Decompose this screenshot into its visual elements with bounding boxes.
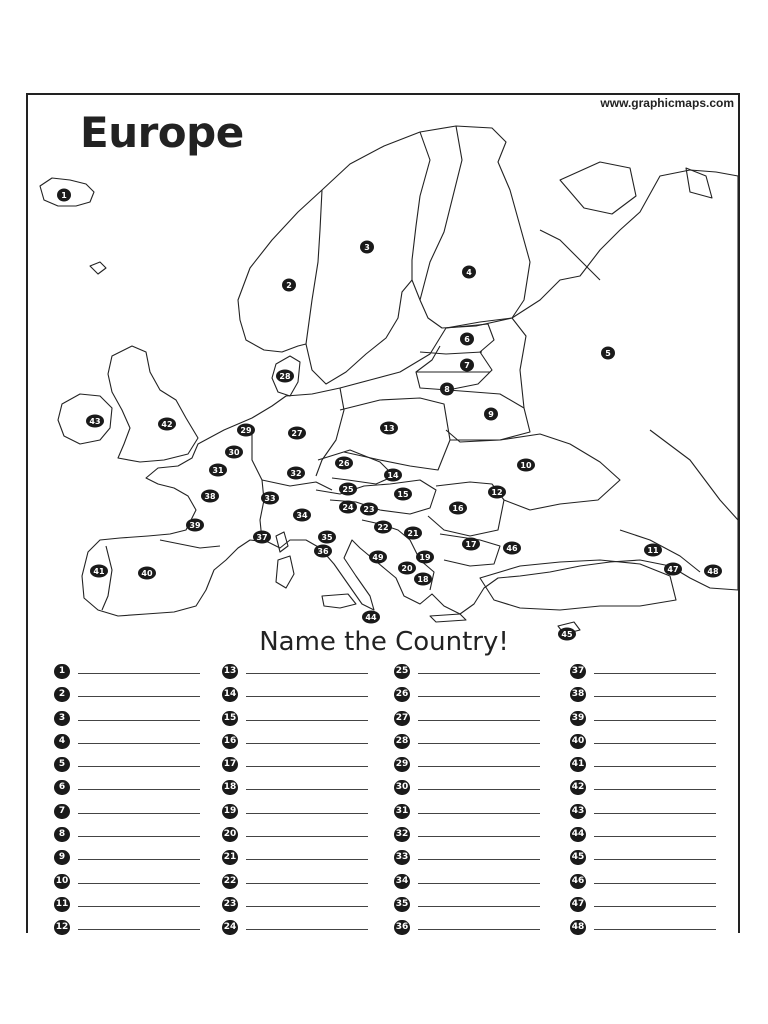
answer-number-badge: 6	[54, 780, 70, 795]
map-marker-label: 43	[89, 417, 101, 426]
answer-number-badge: 28	[394, 734, 410, 749]
answer-line[interactable]	[246, 836, 368, 837]
map-marker-27	[288, 427, 306, 440]
map-marker-label: 45	[561, 630, 573, 639]
website-credit: www.graphicmaps.com	[600, 96, 734, 110]
answer-row-27	[380, 711, 550, 734]
map-marker-label: 8	[444, 385, 450, 394]
answer-line[interactable]	[594, 906, 716, 907]
answer-row-30	[380, 780, 550, 803]
answer-row-45	[556, 850, 726, 873]
answer-row-25	[380, 664, 550, 687]
corsica-outline	[276, 532, 288, 552]
answer-number-badge: 17	[222, 757, 238, 772]
map-marker-label: 21	[407, 529, 419, 538]
map-marker-1	[57, 189, 71, 202]
answer-number-badge: 36	[394, 920, 410, 935]
answer-row-17	[208, 757, 378, 780]
map-marker-30	[225, 446, 243, 459]
map-marker-label: 34	[296, 511, 308, 520]
map-marker-label: 32	[290, 469, 302, 478]
answer-number-badge: 41	[570, 757, 586, 772]
map-marker-label: 38	[204, 492, 216, 501]
ireland-outline	[58, 394, 112, 444]
answer-row-26	[380, 687, 550, 710]
map-marker-10	[517, 459, 535, 472]
answer-line[interactable]	[594, 696, 716, 697]
answer-row-7	[40, 804, 210, 827]
answer-number-badge: 42	[570, 780, 586, 795]
answer-row-6	[40, 780, 210, 803]
answer-row-11	[40, 897, 210, 920]
answer-row-5	[40, 757, 210, 780]
answer-number-badge: 1	[54, 664, 70, 679]
answer-row-18	[208, 780, 378, 803]
page-title: Europe	[80, 108, 244, 157]
answer-number-badge: 27	[394, 711, 410, 726]
faroe-outline	[90, 262, 106, 274]
map-marker-20	[398, 562, 416, 575]
answer-number-badge: 44	[570, 827, 586, 842]
answer-line[interactable]	[78, 929, 200, 930]
answer-number-badge: 16	[222, 734, 238, 749]
sardinia-outline	[276, 556, 294, 588]
answer-row-2	[40, 687, 210, 710]
map-marker-21	[404, 527, 422, 540]
answer-line[interactable]	[246, 696, 368, 697]
answer-number-badge: 3	[54, 711, 70, 726]
map-marker-label: 36	[317, 547, 329, 556]
map-marker-40	[138, 567, 156, 580]
map-marker-label: 27	[291, 429, 303, 438]
answer-row-19	[208, 804, 378, 827]
map-marker-22	[374, 521, 392, 534]
map-marker-label: 35	[321, 533, 333, 542]
map-marker-31	[209, 464, 227, 477]
answer-number-badge: 9	[54, 850, 70, 865]
answer-row-24	[208, 920, 378, 943]
answer-line[interactable]	[418, 673, 540, 674]
map-marker-33	[261, 492, 279, 505]
answer-line[interactable]	[78, 813, 200, 814]
answer-number-badge: 33	[394, 850, 410, 865]
map-marker-label: 23	[363, 505, 375, 514]
answer-number-badge: 46	[570, 874, 586, 889]
map-marker-7	[460, 359, 474, 372]
answer-column-1	[40, 664, 210, 944]
answer-row-33	[380, 850, 550, 873]
answer-line[interactable]	[594, 789, 716, 790]
answer-row-36	[380, 920, 550, 943]
map-marker-label: 22	[377, 523, 389, 532]
map-marker-label: 25	[342, 485, 354, 494]
answer-row-23	[208, 897, 378, 920]
map-marker-label: 2	[286, 281, 292, 290]
answer-number-badge: 18	[222, 780, 238, 795]
map-marker-18	[414, 573, 432, 586]
answer-line[interactable]	[78, 696, 200, 697]
answer-line[interactable]	[418, 813, 540, 814]
map-marker-43	[86, 415, 104, 428]
answer-number-badge: 30	[394, 780, 410, 795]
answer-number-badge: 8	[54, 827, 70, 842]
answer-line[interactable]	[246, 789, 368, 790]
map-marker-label: 5	[605, 349, 611, 358]
map-marker-label: 17	[465, 540, 477, 549]
answer-line[interactable]	[594, 836, 716, 837]
answer-row-41	[556, 757, 726, 780]
answer-number-badge: 47	[570, 897, 586, 912]
answer-number-badge: 39	[570, 711, 586, 726]
map-marker-label: 33	[264, 494, 276, 503]
map-marker-11	[644, 544, 662, 557]
map-marker-24	[339, 501, 357, 514]
map-marker-48	[704, 565, 722, 578]
subtitle-name-the-country: Name the Country!	[259, 627, 509, 657]
answer-number-badge: 35	[394, 897, 410, 912]
answer-number-badge: 13	[222, 664, 238, 679]
map-marker-label: 20	[401, 564, 413, 573]
answer-number-badge: 15	[222, 711, 238, 726]
answer-line[interactable]	[594, 813, 716, 814]
answer-line[interactable]	[594, 883, 716, 884]
answer-sheet	[40, 664, 740, 934]
answer-row-8	[40, 827, 210, 850]
map-marker-36	[314, 545, 332, 558]
crete-outline	[430, 614, 466, 622]
map-marker-label: 29	[240, 426, 252, 435]
answer-number-badge: 7	[54, 804, 70, 819]
answer-line[interactable]	[418, 906, 540, 907]
map-marker-41	[90, 565, 108, 578]
answer-line[interactable]	[246, 673, 368, 674]
answer-number-badge: 48	[570, 920, 586, 935]
map-marker-label: 42	[161, 420, 173, 429]
answer-line[interactable]	[78, 720, 200, 721]
map-marker-14	[384, 469, 402, 482]
answer-line[interactable]	[78, 836, 200, 837]
answer-row-29	[380, 757, 550, 780]
europe-map	[30, 140, 742, 639]
mainland-outline	[82, 170, 738, 616]
answer-line[interactable]	[418, 766, 540, 767]
map-marker-label: 41	[93, 567, 105, 576]
answer-row-4	[40, 734, 210, 757]
map-marker-38	[201, 490, 219, 503]
novaya-zemlya-outline	[560, 162, 636, 214]
map-marker-label: 47	[667, 565, 679, 574]
answer-line[interactable]	[418, 859, 540, 860]
map-marker-23	[360, 503, 378, 516]
map-marker-label: 9	[488, 410, 494, 419]
map-marker-label: 39	[189, 521, 201, 530]
answer-number-badge: 43	[570, 804, 586, 819]
map-marker-label: 16	[452, 504, 464, 513]
answer-row-21	[208, 850, 378, 873]
answer-number-badge: 29	[394, 757, 410, 772]
map-marker-17	[462, 538, 480, 551]
answer-row-10	[40, 874, 210, 897]
map-marker-12	[488, 486, 506, 499]
answer-line[interactable]	[594, 673, 716, 674]
answer-number-badge: 38	[570, 687, 586, 702]
answer-line[interactable]	[246, 766, 368, 767]
map-marker-39	[186, 519, 204, 532]
answer-row-13	[208, 664, 378, 687]
answer-line[interactable]	[246, 813, 368, 814]
answer-number-badge: 32	[394, 827, 410, 842]
answer-column-4	[556, 664, 726, 944]
answer-number-badge: 45	[570, 850, 586, 865]
answer-line[interactable]	[246, 859, 368, 860]
map-marker-3	[360, 241, 374, 254]
answer-number-badge: 24	[222, 920, 238, 935]
map-marker-label: 19	[419, 553, 431, 562]
answer-row-34	[380, 874, 550, 897]
answer-line[interactable]	[78, 906, 200, 907]
map-marker-47	[664, 563, 682, 576]
map-marker-2	[282, 279, 296, 292]
map-marker-label: 6	[464, 335, 470, 344]
map-marker-44	[362, 611, 380, 624]
answer-row-20	[208, 827, 378, 850]
answer-line[interactable]	[418, 929, 540, 930]
answer-row-43	[556, 804, 726, 827]
answer-row-32	[380, 827, 550, 850]
map-marker-label: 28	[279, 372, 291, 381]
answer-number-badge: 4	[54, 734, 70, 749]
answer-row-42	[556, 780, 726, 803]
map-marker-32	[287, 467, 305, 480]
map-marker-37	[253, 531, 271, 544]
map-marker-label: 30	[228, 448, 240, 457]
map-marker-label: 4	[466, 268, 472, 277]
map-marker-label: 13	[383, 424, 395, 433]
map-marker-49	[369, 551, 387, 564]
answer-line[interactable]	[418, 743, 540, 744]
answer-number-badge: 23	[222, 897, 238, 912]
map-marker-label: 46	[506, 544, 518, 553]
answer-number-badge: 34	[394, 874, 410, 889]
answer-line[interactable]	[246, 906, 368, 907]
answer-number-badge: 19	[222, 804, 238, 819]
answer-line[interactable]	[78, 673, 200, 674]
answer-row-9	[40, 850, 210, 873]
answer-row-46	[556, 874, 726, 897]
map-marker-35	[318, 531, 336, 544]
map-marker-label: 18	[417, 575, 429, 584]
answer-row-39	[556, 711, 726, 734]
map-marker-5	[601, 347, 615, 360]
answer-line[interactable]	[246, 720, 368, 721]
answer-number-badge: 5	[54, 757, 70, 772]
map-marker-label: 1	[61, 191, 67, 200]
answer-line[interactable]	[78, 743, 200, 744]
answer-row-44	[556, 827, 726, 850]
answer-line[interactable]	[594, 720, 716, 721]
answer-line[interactable]	[594, 743, 716, 744]
answer-number-badge: 37	[570, 664, 586, 679]
answer-number-badge: 40	[570, 734, 586, 749]
sicily-outline	[322, 594, 356, 608]
map-marker-label: 3	[364, 243, 370, 252]
answer-line[interactable]	[418, 696, 540, 697]
map-marker-label: 37	[256, 533, 268, 542]
map-marker-25	[339, 483, 357, 496]
answer-row-31	[380, 804, 550, 827]
answer-number-badge: 20	[222, 827, 238, 842]
answer-line[interactable]	[246, 929, 368, 930]
map-marker-42	[158, 418, 176, 431]
answer-row-12	[40, 920, 210, 943]
answer-row-35	[380, 897, 550, 920]
map-marker-9	[484, 408, 498, 421]
map-marker-label: 15	[397, 490, 409, 499]
answer-number-badge: 10	[54, 874, 70, 889]
map-marker-29	[237, 424, 255, 437]
answer-row-37	[556, 664, 726, 687]
answer-number-badge: 11	[54, 897, 70, 912]
map-marker-label: 48	[707, 567, 719, 576]
map-marker-label: 49	[372, 553, 384, 562]
map-marker-16	[449, 502, 467, 515]
answer-row-38	[556, 687, 726, 710]
map-marker-label: 12	[491, 488, 503, 497]
scandinavia-outline	[238, 126, 530, 384]
answer-row-3	[40, 711, 210, 734]
answer-line[interactable]	[594, 766, 716, 767]
answer-line[interactable]	[594, 929, 716, 930]
map-marker-6	[460, 333, 474, 346]
map-marker-label: 14	[387, 471, 399, 480]
answer-line[interactable]	[418, 836, 540, 837]
map-marker-label: 11	[647, 546, 659, 555]
answer-line[interactable]	[78, 789, 200, 790]
map-marker-label: 31	[212, 466, 224, 475]
map-marker-34	[293, 509, 311, 522]
answer-number-badge: 22	[222, 874, 238, 889]
map-marker-26	[335, 457, 353, 470]
answer-number-badge: 25	[394, 664, 410, 679]
answer-number-badge: 31	[394, 804, 410, 819]
answer-number-badge: 2	[54, 687, 70, 702]
answer-column-2	[208, 664, 378, 944]
map-marker-8	[440, 383, 454, 396]
map-marker-15	[394, 488, 412, 501]
answer-line[interactable]	[418, 789, 540, 790]
answer-number-badge: 21	[222, 850, 238, 865]
answer-number-badge: 14	[222, 687, 238, 702]
answer-row-1	[40, 664, 210, 687]
map-marker-label: 40	[141, 569, 153, 578]
map-marker-label: 44	[365, 613, 377, 622]
map-marker-label: 24	[342, 503, 354, 512]
great-britain-outline	[108, 346, 198, 462]
map-marker-19	[416, 551, 434, 564]
answer-number-badge: 26	[394, 687, 410, 702]
answer-line[interactable]	[78, 859, 200, 860]
map-marker-13	[380, 422, 398, 435]
answer-row-48	[556, 920, 726, 943]
answer-line[interactable]	[594, 859, 716, 860]
map-marker-28	[276, 370, 294, 383]
map-marker-label: 26	[338, 459, 350, 468]
answer-row-47	[556, 897, 726, 920]
answer-line[interactable]	[246, 883, 368, 884]
map-marker-label: 10	[520, 461, 532, 470]
answer-row-40	[556, 734, 726, 757]
answer-row-22	[208, 874, 378, 897]
answer-line[interactable]	[78, 766, 200, 767]
answer-line[interactable]	[78, 883, 200, 884]
answer-number-badge: 12	[54, 920, 70, 935]
answer-row-14	[208, 687, 378, 710]
map-marker-label: 7	[464, 361, 470, 370]
turkey-outline	[480, 560, 679, 610]
map-marker-46	[503, 542, 521, 555]
answer-row-16	[208, 734, 378, 757]
answer-row-28	[380, 734, 550, 757]
answer-line[interactable]	[418, 720, 540, 721]
answer-line[interactable]	[418, 883, 540, 884]
map-marker-4	[462, 266, 476, 279]
answer-column-3	[380, 664, 550, 944]
answer-row-15	[208, 711, 378, 734]
answer-line[interactable]	[246, 743, 368, 744]
